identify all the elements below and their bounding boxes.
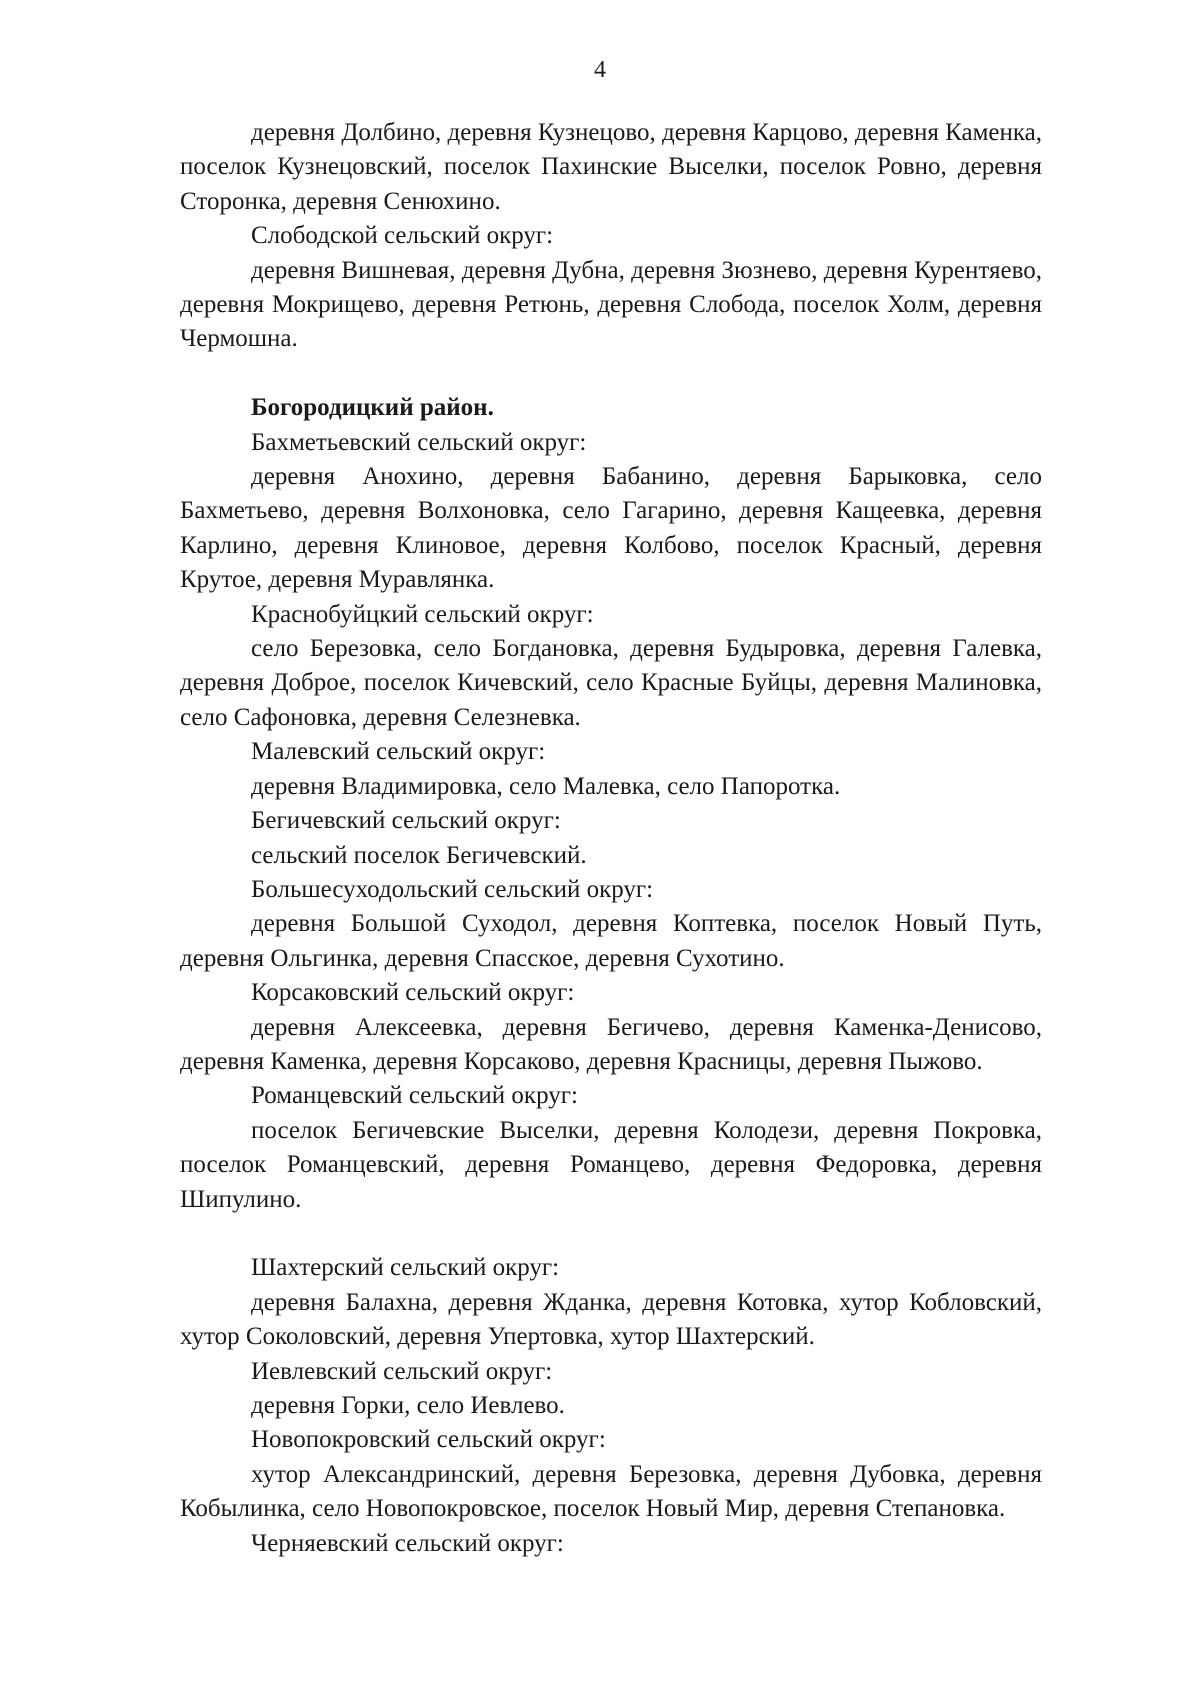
paragraph-gap [180,1217,1042,1251]
district-label: Корсаковский сельский округ: [251,979,575,1007]
settlement-list: деревня Алексеевка, деревня Бегичево, деревня Каменка-Денисово, деревня Каменка, деревня Корсаково, деревня Красницы, деревня Пыжово. [180,1013,1042,1075]
settlement-list: деревня Большой Суходол, деревня Коптевка, поселок Новый Путь, деревня Ольгинка, деревня Спасское, деревня Сухотино. [180,910,1042,972]
district-label: Краснобуйцкий сельский округ: [251,600,594,628]
settlement-list: деревня Балахна, деревня Жданка, деревня Котовка, хутор Кобловский, хутор Соколовский, деревня Упертовка, хутор Шахтерский. [180,1288,1042,1351]
document-body [180,116,1042,1561]
settlement-list: поселок Бегичевские Выселки, деревня Колодези, деревня Покровка, поселок Романцевский, деревня Романцево, деревня Федоровка, деревня Шипулино. [180,1116,1042,1213]
settlement-list: деревня Владимировка, село Малевка, село Папоротка. [251,772,841,800]
district-label: Новопокровский сельский округ: [251,1426,606,1454]
district-label: Бахметьевский сельский округ: [251,428,587,456]
district-label: Большесуходольский сельский округ: [251,875,654,903]
settlement-list: деревня Вишневая, деревня Дубна, деревня Зюзнево, деревня Курентяево, деревня Мокрищево, деревня Ретюнь, деревня Слобода, поселок Холм, деревня Чермошна. [180,256,1042,353]
district-label: Бегичевский сельский округ: [251,807,561,835]
settlement-list: сельский поселок Бегичевский. [251,841,587,869]
region-heading: Богородицкий район. [251,394,494,422]
district-label: Иевлевский сельский округ: [251,1357,553,1385]
settlement-list: деревня Долбино, деревня Кузнецово, деревня Карцово, деревня Каменка, поселок Кузнецовский, поселок Пахинские Выселки, поселок Ровно, деревня Сторонка, деревня Сенюхино. [180,119,1043,215]
district-label: Слободской сельский округ: [251,222,554,250]
district-label: Черняевский сельский округ: [251,1529,564,1557]
settlement-list: хутор Александринский, деревня Березовка, деревня Дубовка, деревня Кобылинка, село Новопокровское, поселок Новый Мир, деревня Степановка. [180,1460,1042,1523]
page-number: 4 [594,57,606,83]
settlement-list: село Березовка, село Богдановка, деревня Будыровка, деревня Галевка, деревня Доброе, поселок Кичевский, село Красные Буйцы, деревня Малиновка, село Сафоновка, деревня Селезневка. [180,635,1042,731]
district-label: Шахтерский сельский округ: [251,1254,560,1282]
district-label: Малевский сельский округ: [251,738,546,766]
paragraph-gap [180,357,1042,391]
settlement-list: деревня Горки, село Иевлево. [251,1392,565,1419]
settlement-list: деревня Анохино, деревня Бабанино, деревня Барыковка, село Бахметьево, деревня Волхоновка, село Гагарино, деревня Кащеевка, деревня Карлино, деревня Клиновое, деревня Колбово, поселок Красный, деревня Крутое, деревня Муравлянка. [180,463,1042,594]
district-label: Романцевский сельский округ: [251,1082,578,1110]
